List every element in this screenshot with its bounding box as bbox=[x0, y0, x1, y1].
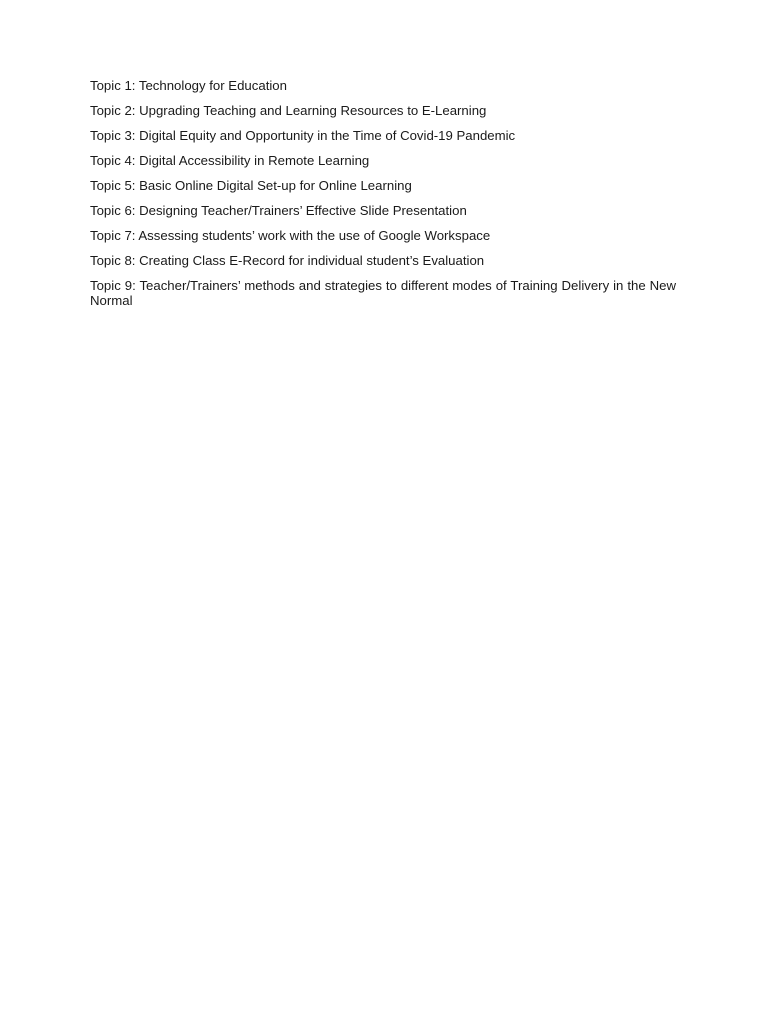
topic-4: Topic 4: Digital Accessibility in Remote Learning bbox=[90, 153, 370, 168]
topic-list bbox=[90, 78, 676, 318]
topic-7: Topic 7: Assessing students’ work with the use of Google Workspace bbox=[90, 228, 491, 243]
topic-1: Topic 1: Technology for Education bbox=[90, 78, 287, 93]
topic-5: Topic 5: Basic Online Digital Set-up for Online Learning bbox=[90, 178, 412, 193]
topic-6: Topic 6: Designing Teacher/Trainers’ Effective Slide Presentation bbox=[90, 203, 467, 218]
topic-2: Topic 2: Upgrading Teaching and Learning Resources to E-Learning bbox=[90, 103, 487, 118]
topic-9: Topic 9: Teacher/Trainers’ methods and strategies to different modes of Training Delivery in the New Normal bbox=[90, 278, 676, 308]
topic-3: Topic 3: Digital Equity and Opportunity in the Time of Covid-19 Pandemic bbox=[90, 128, 516, 143]
topic-8: Topic 8: Creating Class E-Record for individual student’s Evaluation bbox=[90, 253, 485, 268]
